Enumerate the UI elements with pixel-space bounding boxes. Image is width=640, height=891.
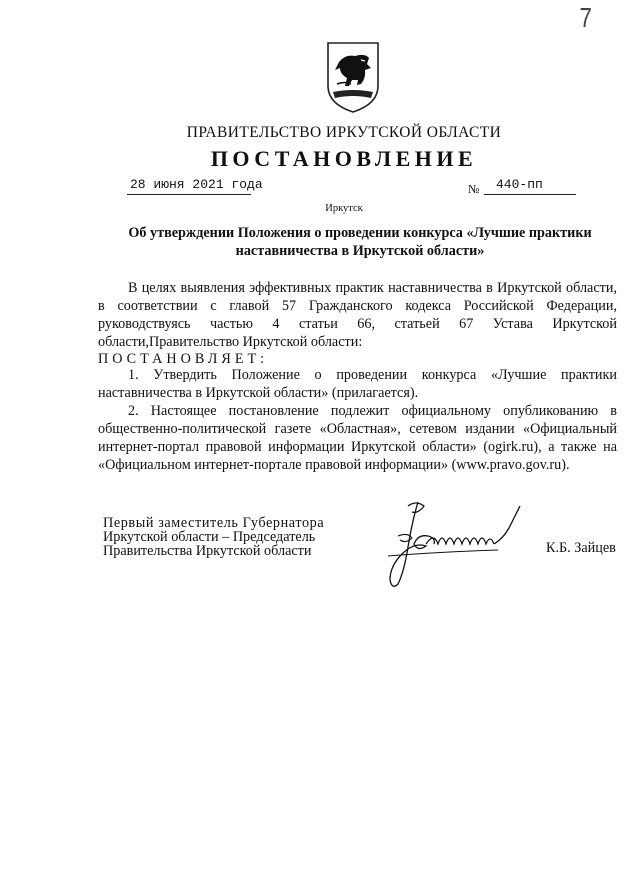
signatory-name: К.Б. Зайцев (546, 540, 616, 556)
document-date: 28 июня 2021 года (130, 177, 263, 192)
signatory-position-line: Первый заместитель Губернатора (103, 515, 325, 531)
preamble-paragraph: В целях выявления эффективных практик наставничества в Иркутской области, в соответствии с главой 57 Гражданского кодекса Российской Федерации, руководствуясь частью 4 статьи 66, статьей 67 Устава Иркутской области,Правительство Иркутской области: (98, 280, 617, 350)
decree-item-1: 1. Утвердить Положение о проведении конкурса «Лучшие практики наставничества в Иркутской области» (прилагается). (98, 367, 617, 401)
page-corner-mark: 7 (579, 2, 593, 33)
decree-item-2: 2. Настоящее постановление подлежит официальному опубликованию в общественно-политической газете «Областная», сетевом издании «Официальный интернет-портал правовой информации Иркутской области» (ogirk.ru), а также на «Официальном интернет-портале правовой информации» (www.pravo.gov.ru). (98, 403, 617, 473)
date-underline (127, 194, 251, 195)
government-name: ПРАВИТЕЛЬСТВО ИРКУТСКОЙ ОБЛАСТИ (186, 124, 502, 141)
number-sign: № (468, 182, 480, 196)
document-number: 440-пп (496, 177, 543, 192)
decree-keyword: ПОСТАНОВЛЯЕТ: (98, 351, 269, 367)
document-type-heading: ПОСТАНОВЛЕНИЕ (210, 146, 478, 171)
coat-of-arms-icon (325, 40, 381, 114)
signatory-position-line: Правительства Иркутской области (103, 543, 312, 559)
handwritten-signature-icon (378, 492, 528, 590)
document-title: Об утверждении Положения о проведении конкурса «Лучшие практики наставничества в Иркутской области» (128, 225, 592, 259)
signatory-position-line: Иркутской области – Председатель (103, 529, 316, 545)
signatory-position (103, 516, 343, 558)
number-underline (484, 194, 576, 195)
city-name: Иркутск (325, 203, 363, 214)
